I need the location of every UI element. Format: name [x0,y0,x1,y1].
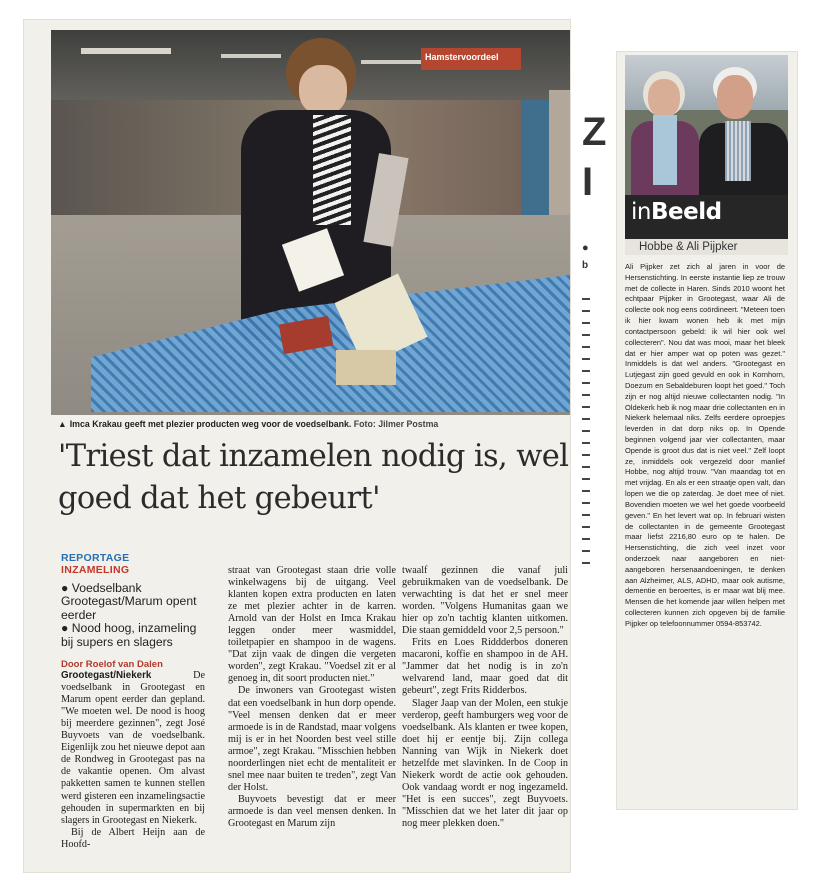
paragraph: twaalf gezinnen die vanaf juli gebruikmaken van de voedselbank. De verwachting is dat het er snel meer worden. "Volgens Humanitas gaan we hier op zo'n tachtig klanten uitkomen. Die staan gemiddeld voor 2,5 persoon." [402,565,568,637]
byline: Door Roelof van Dalen [61,659,163,671]
paragraph: straat van Grootegast staan drie volle winkelwagens bij de uitgang. Veel klanten kopen extra producten en laten ze met plezier achter in de karren. Arnold van der Holst en Imca Krakau leggen onder meer wasmiddel, toiletpapier en shampoo in de wagens. "Dat zijn vaak de dingen die vergeten worden", zegt Krakau. "Voedsel zit er al genoeg in, dit soort producten niet." [228,565,396,685]
newspaper-article-clipping [24,20,607,872]
paragraph: Slager Jaap van der Molen, een stukje verderop, geeft hamburgers weg voor de voedselbank. Als klanten er twee kopen, doet hij er eentje bij. Zijn collega Nanning van Wijk in Niekerk doet hetzelfde met slavinken. In de Coop in Niekerk wordt de actie ook gehouden. Ook vandaag wordt er nog ingezameld. "Het is een succes", zegt Buyvoets. "Misschien dat we het later dit jaar op nog meer plekken doen." [402,697,568,829]
section-label-inzameling: INZAMELING [61,564,130,576]
in-beeld-clipping [617,52,797,809]
paragraph: Buyvoets bevestigt dat er meer armoede is dan veel mensen denken. In Grootegast en Marum zijn [228,793,396,829]
section-label-reportage: REPORTAGE [61,552,130,564]
paragraph: Bij de Albert Heijn aan de Hoofd- [61,826,205,850]
article-column-1 [61,552,205,851]
lead-paragraph: Grootegast/Niekerk De voedselbank in Grootegast en Marum opent eerder dan gepland. "We moeten wel. De nood is hoog bij meerdere gezinnen", zegt José Buyvoets van de voedselbank. Eigenlijk zou het nieuwe depot aan de Rondweg in Grootegast pas na de vakantie openen. Om alvast pakketten samen te kunnen stellen werd gisteren een inzamelingsactie gehouden in supermarkten en bij slagers in Grootegast en Niekerk. [61,670,205,826]
photo-credit: Foto: Jilmer Postma [353,419,439,429]
triangle-icon: ▲ [58,419,67,429]
store-sign: Hamstervoordeel [425,52,499,62]
dateline: Grootegast/Niekerk [61,670,152,682]
section-banner [625,195,788,239]
article-column-3 [402,565,568,830]
persons-names: Hobbe & Ali Pijpker [625,239,788,255]
paragraph: De inwoners van Grootegast wisten dat een voedselbank in hun dorp opende. "Veel mensen denken dat er meer armoede is in de Randstad, maar volgens mij is er in het Noorden best veel stille armoe", zegt Krakau. "Misschien hebben noorderlingen niet echt de mentaliteit er snel mee naar buiten te treden", zegt Van der Holst. [228,685,396,793]
section-beeld: Beeld [650,199,722,225]
paragraph: Frits en Loes Riddderbos doneren macaroni, koffie en shampoo in de AH. "Jammer dat het nodig is in zo'n welvarend land, maar goed dat dit gebeurt", zegt Frits Ridderbos. [402,637,568,697]
article-photo [51,30,570,412]
subhead-bullet: ● Voedselbank Grootegast/Marum opent eerder [61,581,197,622]
subhead-bullet: ● Nood hoog, inzameling bij supers en slagers [61,621,197,649]
headline: 'Triest dat inzamelen nodig is, wel goed dat het gebeurt' [58,439,569,516]
section-in: in [631,199,651,225]
sidebar-body: Ali Pijpker zet zich al jaren in voor de Hersenstichting. In eerste instantie liep ze trouw met de collecte in Haren. Sinds 2010 woont het echtpaar Pijpker in Grootegast, waar Ali de collecte ook nog eens coördineert. "Meteen toen ik hier kwam wonen heb ik met mijn contactpersoon gebeld: ik wil hier ook wel collecteren". Nou dat was mooi, maar het bleek dat er hier amper wat op poten was gezet." Inmiddels is dat wel anders. "Grootegast en Lutjegast zijn goed gevuld en ook in Kornhorn, Doezum en Sebaldeburen loopt het goed." Toch zijn er nog altijd nieuwe collectanten nodig. "In Oldekerk heb ik nog maar drie collectanten en in Niekerk helemaal niks. Zelfs eerdere oproepjes leverden in dat dorp niks op. In Opende beginnen volgend jaar vier collectanten, maar Opende is groot dus dat is niet veel." Zelf loopt ze, inmiddels ook vergezeld door manlief Hobbe, nog altijd trouw. "Van maandag tot en met vrijdag. En als er een straatje open valt, dan lopen we die op zaterdag. Je doet mee of niet. Bovendien moeten we wel het goede voorbeeld geven." En het levert wat op. In februari wisten de collectanten in de gemeente Grootegast maar liefst 2216,80 euro op te halen. De Hersenstichting, die zich veel inzet voor onderzoek naar aangeboren en niet-aangeboren hersenaandoeningen, te denken aan Alzheimer, ALS, ADHD, maar ook autisme, dementie en beroertes, is er maar wat blij mee. Mensen die het komende jaar willen helpen met collecteren kunnen zich opgeven bij de familie Pijpker op telefoonnummer 0594-853742. [625,262,785,628]
caption-text: Imca Krakau geeft met plezier producten weg voor de voedselbank. [69,419,352,429]
portrait-photo [625,55,788,205]
adjacent-article-edge: Z I ● b [580,20,594,872]
article-column-2 [228,565,396,830]
photo-caption [58,419,568,429]
